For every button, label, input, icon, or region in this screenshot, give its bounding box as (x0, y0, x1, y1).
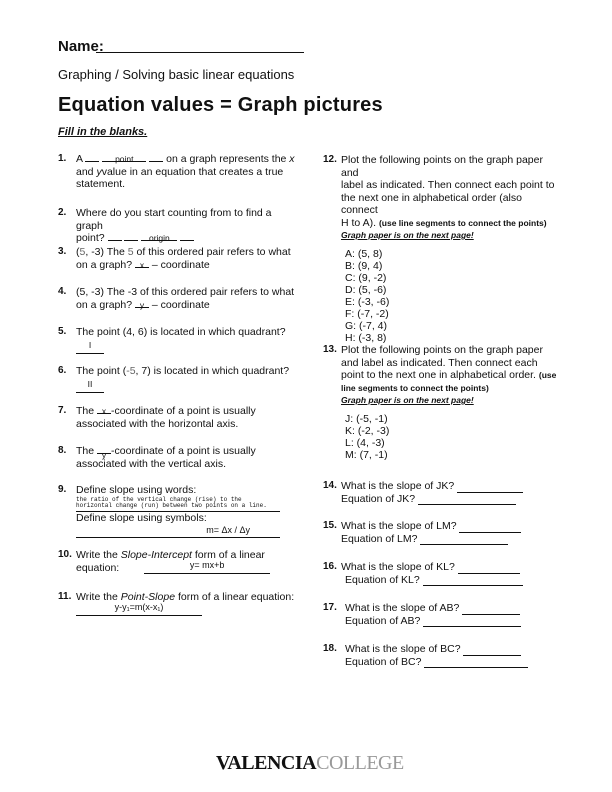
q16-slope-blank[interactable] (458, 563, 520, 574)
q1-answer: point (115, 154, 134, 164)
instructions: Fill in the blanks. (58, 126, 148, 138)
q4-answer-blank[interactable] (135, 299, 149, 310)
q13-text: (use (538, 370, 557, 380)
q3-text: ( (76, 246, 80, 258)
question-13 (323, 344, 561, 461)
q9-text: Define slope using symbols: (76, 511, 207, 524)
q6-text: -5 (126, 365, 136, 377)
q6-answer-blank[interactable] (76, 378, 104, 393)
q5-answer: I (88, 339, 92, 350)
q13-text: Plot the following points on the graph paper (341, 344, 543, 356)
question-14 (323, 480, 561, 505)
q11-text: form of a linear equation: (175, 591, 295, 603)
q10-answer: y= mx+b (189, 560, 225, 570)
question-number: 11. (58, 591, 72, 602)
q3-text: , (85, 246, 92, 258)
question-number: 18. (323, 643, 337, 654)
q18-text: Equation of BC? (345, 655, 422, 668)
q15-equation-blank[interactable] (420, 534, 508, 545)
q13-text: and label as indicated. Then connect each (341, 356, 538, 369)
point-item: A: (5, 8) (345, 247, 383, 260)
q10-text: form of a linear (191, 549, 265, 561)
q17-text: What is the slope of AB? (345, 602, 460, 614)
q2-answer-blank[interactable] (141, 233, 177, 243)
q9-words-answer: the ratio of the vertical change (rise) to the horizontal change (run) between two points on a line. (76, 495, 267, 509)
point-item: D: (5, -6) (345, 283, 387, 296)
q1-blank-b[interactable] (149, 161, 163, 162)
q7-text: associated with the horizontal axis. (76, 417, 239, 430)
q13-text: point to the next one in alphabetical order. (341, 369, 539, 381)
q12-text: H to A). (341, 216, 379, 229)
question-number: 8. (58, 445, 67, 456)
point-item: L: (4, -3) (345, 436, 385, 449)
q14-equation-blank[interactable] (418, 494, 516, 505)
point-item: C: (9, -2) (345, 271, 387, 284)
question-number: 13. (323, 344, 337, 355)
question-number: 14. (323, 480, 337, 491)
q5-text: The point (4, 6) is located in which quadrant? (76, 326, 286, 338)
q2-answer: origin (148, 233, 170, 243)
q6-text: The point ( (76, 365, 127, 377)
q2-text: Where do you start counting from to find a graph (76, 207, 272, 232)
q12-note: Graph paper is on the next page! (341, 230, 474, 240)
question-number: 16. (323, 561, 337, 572)
question-number: 17. (323, 602, 337, 613)
question-1 (58, 153, 296, 191)
q2-blank-a[interactable] (108, 240, 122, 241)
q11-text: Write the (76, 591, 121, 603)
q7-answer: x (101, 406, 107, 416)
q1-answer-blank[interactable] (102, 154, 146, 164)
q10-text: Write the (76, 549, 121, 561)
q7-text: -coordinate of a point is usually (111, 405, 256, 417)
q3-text: of this ordered pair refers to what (133, 246, 291, 258)
q1-text: y (96, 165, 102, 178)
q2-blank-c[interactable] (180, 240, 194, 241)
q9-symbols-answer: m= Δx / Δy (206, 525, 250, 535)
question-16 (323, 561, 561, 586)
q14-text: What is the slope of JK? (341, 480, 455, 492)
q6-text: , 7) is located in which quadrant? (135, 365, 290, 377)
q1-text: x (289, 153, 295, 165)
question-15 (323, 520, 561, 545)
q15-slope-blank[interactable] (459, 522, 521, 533)
q8-text: -coordinate of a point is usually (111, 445, 256, 457)
q11-answer: y-y₁=m(x-x₁) (114, 602, 164, 612)
q1-text: value in an equation that creates a true (101, 165, 284, 178)
q16-text: What is the slope of KL? (341, 561, 455, 573)
question-number: 15. (323, 520, 337, 531)
q10-answer-blank[interactable] (144, 560, 270, 574)
q13-points-list (345, 413, 561, 461)
question-number: 12. (323, 154, 337, 165)
q17-equation-blank[interactable] (423, 616, 521, 627)
q2-text: point? (76, 232, 105, 244)
q4-answer: y (139, 299, 145, 310)
q8-answer-blank[interactable] (97, 450, 111, 460)
name-field-line[interactable] (96, 52, 304, 53)
q3-answer-blank[interactable] (135, 259, 149, 270)
q3-text: on a graph? (76, 258, 133, 271)
point-item: F: (-7, -2) (345, 307, 389, 320)
q11-text: Point-Slope (120, 591, 176, 603)
q12-text: (use line segments to connect the points) (378, 217, 547, 228)
q1-text: A (76, 153, 83, 165)
q8-text: associated with the vertical axis. (76, 457, 226, 470)
q14-text: Equation of JK? (341, 492, 416, 505)
logo-text-bold: VALENCIA (216, 752, 317, 774)
point-item: G: (-7, 4) (345, 319, 388, 332)
point-item: M: (7, -1) (345, 448, 388, 461)
q15-text: Equation of LM? (341, 532, 418, 545)
point-item: H: (-3, 8) (345, 331, 387, 344)
question-number: 7. (58, 405, 67, 416)
question-7 (58, 405, 296, 430)
question-number: 3. (58, 246, 67, 257)
q16-equation-blank[interactable] (423, 575, 523, 586)
logo-text-light: COLLEGE (316, 752, 404, 774)
q12-text: Plot the following points on the graph paper and (341, 154, 543, 179)
q4-text: coordinate (160, 298, 210, 311)
q1-text: and (76, 165, 94, 178)
q9-text: Define slope using words: (76, 484, 197, 496)
question-8 (58, 445, 296, 470)
q13-text: line segments to connect the points) (341, 382, 489, 393)
q18-slope-blank[interactable] (463, 645, 521, 656)
q3-text: -3 (91, 246, 101, 258)
q1-text: statement. (76, 178, 126, 190)
question-number: 6. (58, 365, 67, 376)
question-number: 4. (58, 286, 67, 297)
q11-answer-blank[interactable] (76, 602, 202, 616)
q3-text: 5 (127, 246, 134, 258)
q3-answer: x (139, 259, 145, 270)
q3-text: The (104, 246, 128, 258)
name-label: Name: (58, 38, 104, 55)
question-number: 5. (58, 326, 67, 337)
question-18 (323, 643, 561, 668)
q3-text: ) (100, 246, 105, 258)
q2-blank-b[interactable] (124, 240, 138, 241)
q16-text: Equation of KL? (345, 573, 420, 586)
subtitle: Graphing / Solving basic linear equations (58, 67, 295, 82)
q12-text: label as indicated. Then connect each point to (341, 179, 555, 191)
q3-text: 5 (79, 246, 86, 258)
question-number: 9. (58, 484, 67, 495)
q1-text: on a graph represents the (166, 153, 287, 165)
question-5 (58, 326, 296, 354)
question-number: 1. (58, 153, 67, 164)
q17-slope-blank[interactable] (462, 604, 520, 615)
point-item: K: (-2, -3) (345, 424, 390, 437)
question-2 (58, 207, 296, 245)
question-number: 10. (58, 549, 72, 560)
question-9 (58, 484, 286, 538)
q18-equation-blank[interactable] (424, 657, 528, 668)
point-item: B: (9, 4) (345, 259, 383, 272)
q3-text: coordinate (160, 258, 210, 271)
question-17 (323, 602, 561, 627)
q9-symbols-answer-line[interactable] (76, 524, 280, 538)
question-6 (58, 365, 296, 393)
q17-text: Equation of AB? (345, 614, 421, 627)
point-item: E: (-3, -6) (345, 295, 390, 308)
question-10 (58, 549, 296, 574)
question-3: 3. (5, -3) The 5 of this ordered pair refers to what on a graph? x – coordinate (58, 246, 291, 271)
question-12 (323, 154, 561, 344)
q15-text: What is the slope of LM? (341, 520, 457, 532)
q10-text: Slope-Intercept (120, 549, 192, 561)
q7-text: The (76, 405, 95, 417)
q13-note: Graph paper is on the next page! (341, 395, 474, 405)
question-number: 2. (58, 207, 67, 218)
q8-text: The (76, 445, 95, 457)
q9-words-answer-line[interactable] (76, 497, 280, 512)
q8-answer: y (101, 450, 107, 460)
q4-text: on a graph? (76, 298, 133, 311)
point-item: J: (-5, -1) (345, 412, 388, 425)
q1-blank-a[interactable] (85, 161, 99, 162)
q7-answer-blank[interactable] (97, 406, 111, 416)
q6-answer: II (87, 378, 93, 389)
q14-slope-blank[interactable] (457, 482, 523, 493)
page-title: Equation values = Graph pictures (58, 94, 383, 116)
q4-text: (5, -3) The -3 of this ordered pair refers to what (76, 286, 295, 298)
question-4: 4. (5, -3) The -3 of this ordered pair refers to what on a graph? y – coordinate (58, 286, 295, 311)
q12-text: the next one in alphabetical order (also connect (341, 191, 522, 216)
question-11 (58, 591, 306, 616)
q18-text: What is the slope of BC? (345, 643, 461, 655)
q12-points-list (345, 248, 561, 344)
q10-text: equation: (76, 561, 120, 574)
q5-answer-blank[interactable] (76, 339, 104, 354)
valencia-college-logo (216, 752, 404, 775)
